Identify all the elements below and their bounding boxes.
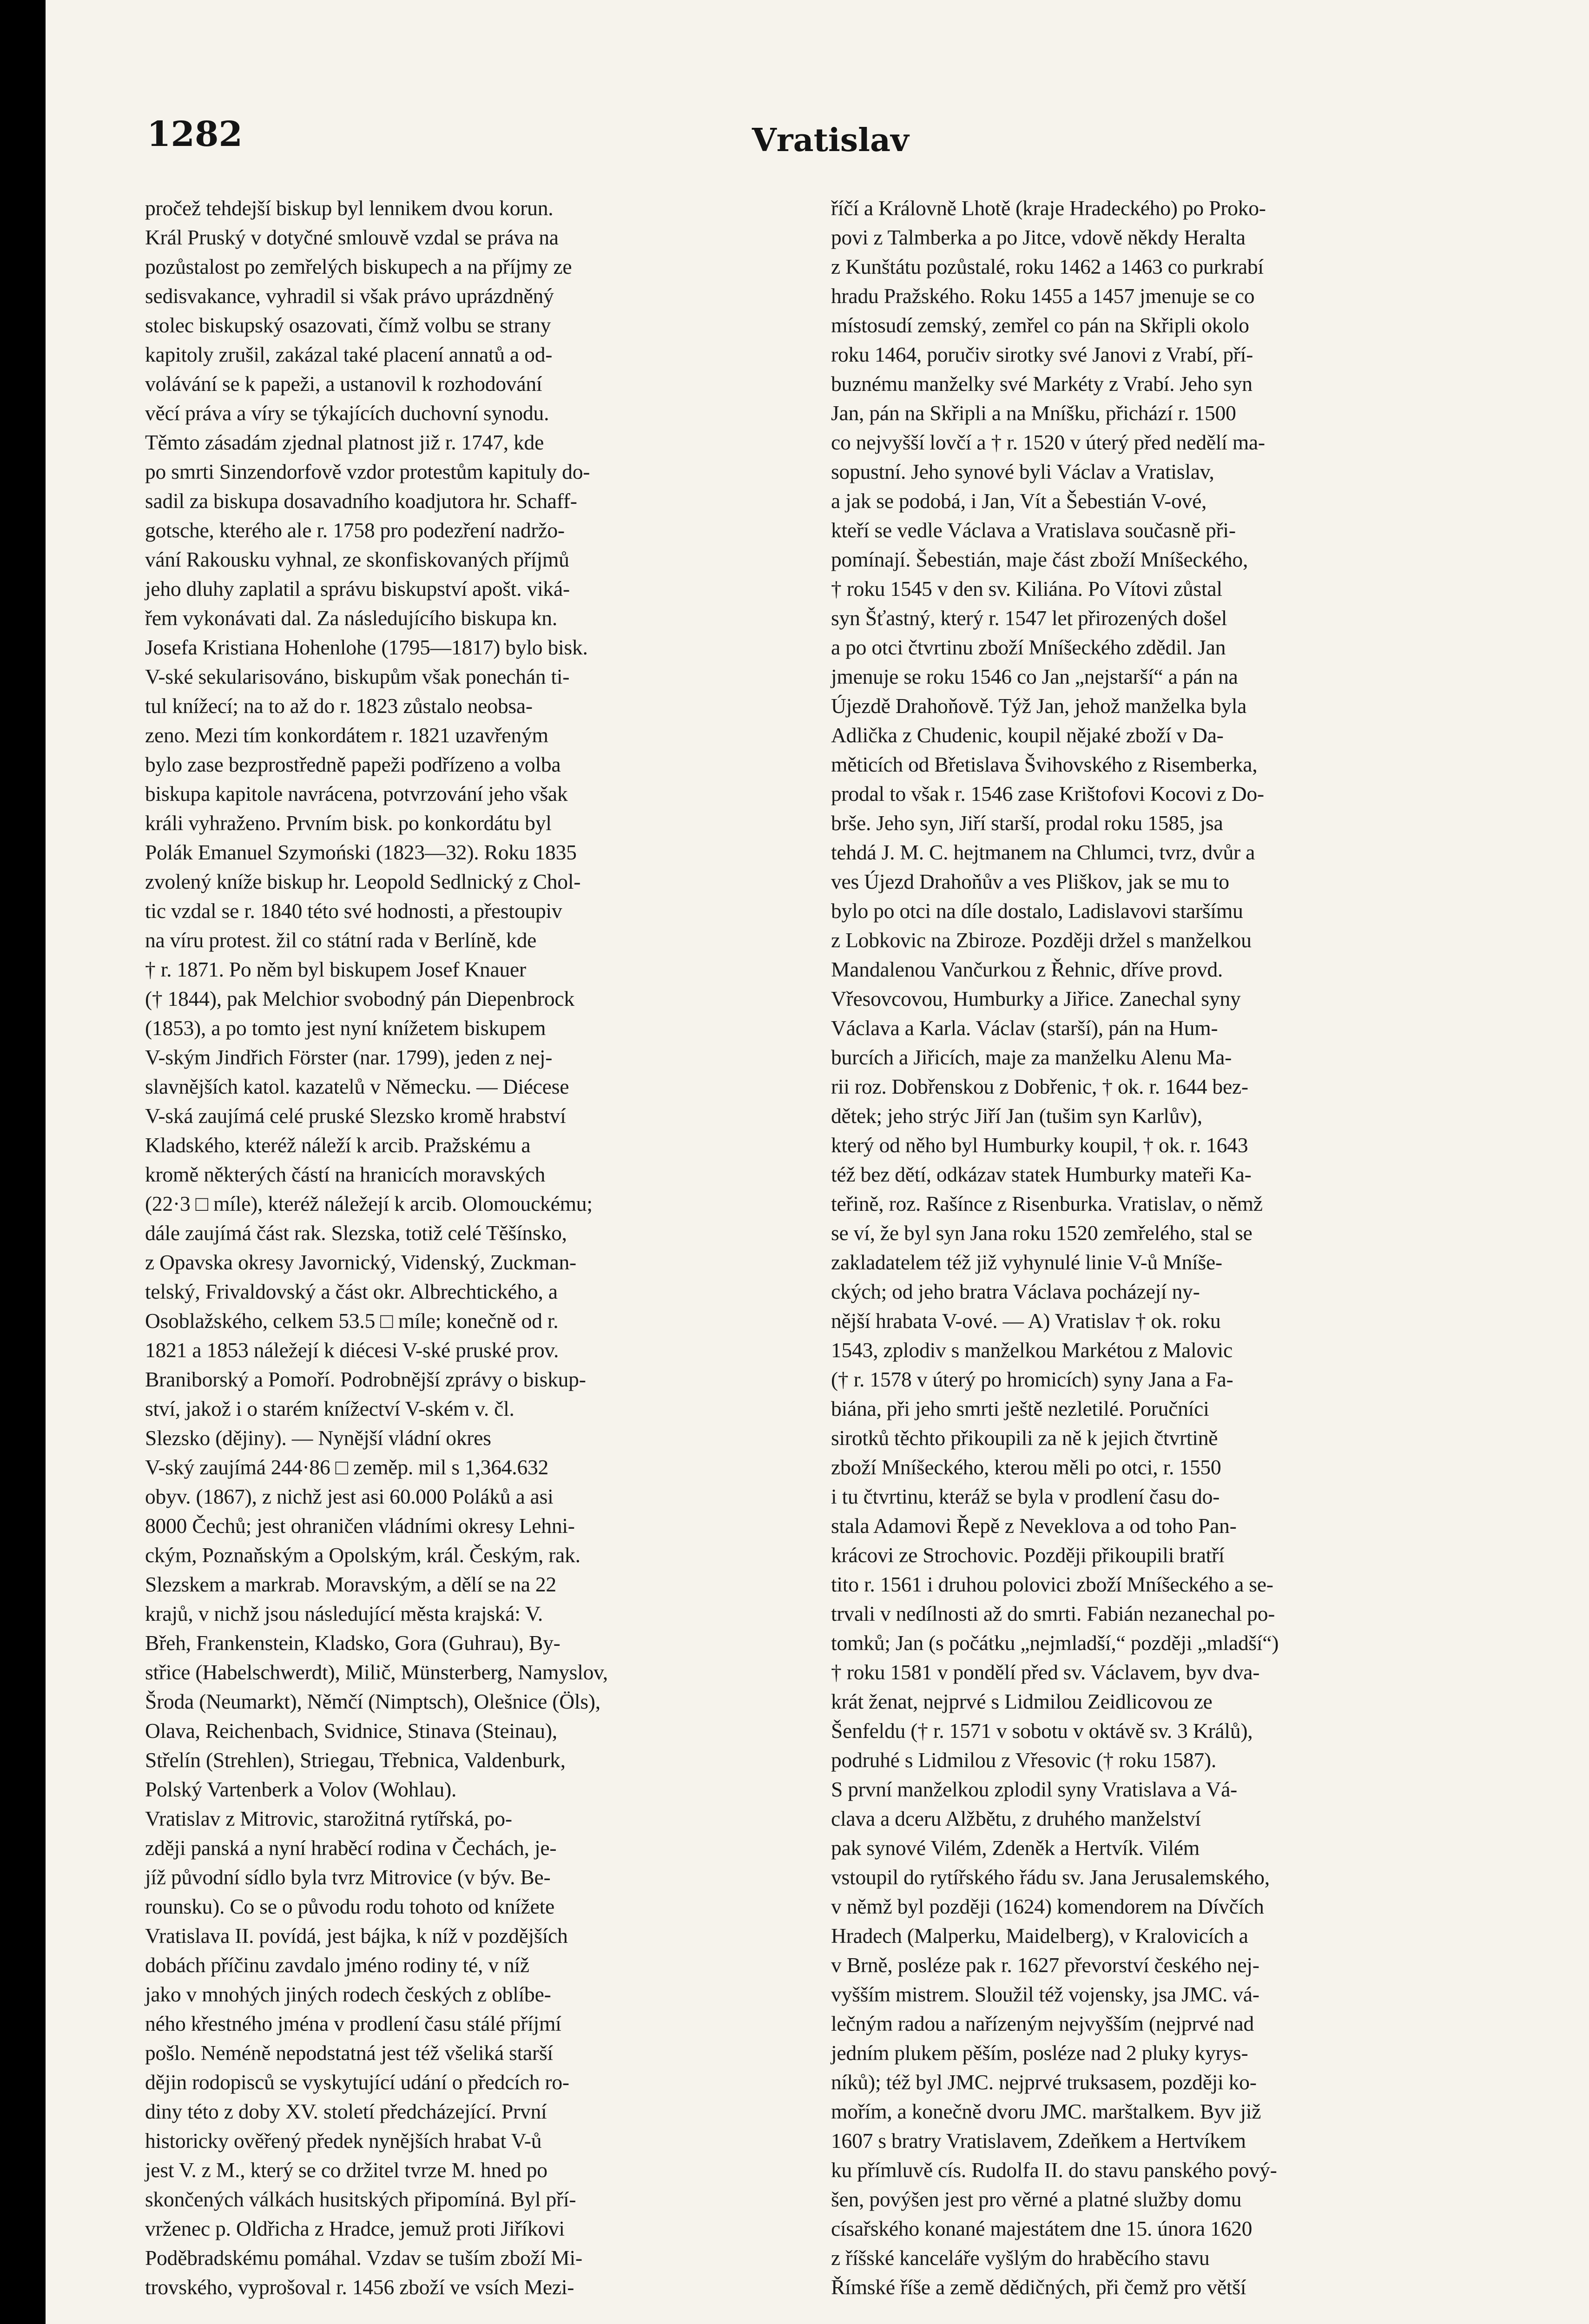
running-head-title: Vratislav xyxy=(752,122,909,159)
right-text-column xyxy=(831,193,1505,2302)
paragraph-family-history: říčí a Královně Lhotě (kraje Hradeckého) po Proko- povi z Talmberka a po Jitce, vdově někdy Heralta z Kunštátu pozůstalé, roku 1462 a 1463 co purkrabí hradu Pražského. Roku 1455 a 1457 jmenuje se co místosudí zemský, zemřel co pán na Skřipli okolo roku 1464, poručiv sirotky své Janovi z Vrabí, pří- buznému manželky své Markéty z Vrabí. Jeho syn Jan, pán na Skřipli a na Mníšku, přichází r. 1500 co nejvyšší lovčí a † r. 1520 v úterý před nedělí ma- sopustní. Jeho synové byli Václav a Vratislav, a jak se podobá, i Jan, Vít a Šebestián V-ové, kteří se vedle Václava a Vratislava současně při- pomínají. Šebestián, maje část zboží Mníšeckého, † roku 1545 v den sv. Kiliána. Po Vítovi zůstal syn Šťastný, který r. 1547 let přirozených došel a po otci čtvrtinu zboží Mníšeckého zdědil. Jan jmenuje se roku 1546 co Jan „nejstarší“ a pán na Újezdě Drahoňově. Týž Jan, jehož manželka byla Adlička z Chudenic, koupil nějaké zboží v Da- měticích od Břetislava Švihovského z Risemberka, prodal to však r. 1546 zase Krištofovi Kocovi z Do- brše. Jeho syn, Jiří starší, prodal roku 1585, jsa tehdá J. M. C. hejtmanem na Chlumci, tvrz, dvůr a ves Újezd Drahoňův a ves Pliškov, jak se mu to bylo po otci na díle dostalo, Ladislavovi staršímu z Lobkovic na Zbiroze. Později držel s manželkou Mandalenou Vančurkou z Řehnic, dříve provd. Vřesovcovou, Humburky a Jiřice. Zanechal syny Václava a Karla. Václav (starší), pán na Hum- burcích a Jiřicích, maje za manželku Alenu Ma- rii roz. Dobřenskou z Dobřenic, † ok. r. 1644 bez- dětek; jeho strýc Jiří Jan (tušim syn Karlův), který od něho byl Humburky koupil, † ok. r. 1643 též bez dětí, odkázav statek Humburky mateři Ka- teřině, roz. Rašínce z Risenburka. Vratislav, o němž se ví, že byl syn Jana roku 1520 zemřelého, stal se zakladatelem též již vyhynulé linie V-ů Mníše- ckých; od jeho bratra Václava pocházejí ny- nější hrabata V-ové. — A) Vratislav † ok. roku 1543, zplodiv s manželkou Markétou z Malovic († r. 1578 v úterý po hromicích) syny Jana a Fa- biána, při jeho smrti ještě nezletilé. Poručníci sirotků těchto přikoupili za ně k jejich čtvrtině zboží Mníšeckého, kterou měli po otci, r. 1550 i tu čtvrtinu, kteráž se byla v prodlení času do- stala Adamovi Řepě z Neveklova a od toho Pan- krácovi ze Strochovic. Později přikoupili bratří tito r. 1561 i druhou polovici zboží Mníšeckého a se- trvali v nedílnosti až do smrti. Fabián nezanechal po- tomků; Jan (s počátku „nejmladší,“ později „mladší“) † roku 1581 v pondělí před sv. Václavem, byv dva- krát ženat, nejprvé s Lidmilou Zeidlicovou ze Šenfeldu († r. 1571 v sobotu v oktávě sv. 3 Králů), podruhé s Lidmilou z Vřesovic († roku 1587). S první manželkou zplodil syny Vratislava a Vá- clava a dceru Alžbětu, z druhého manželství pak synové Vilém, Zdeněk a Hertvík. Vilém vstoupil do rytířského řádu sv. Jana Jerusalemského, v němž byl později (1624) komendorem na Dívčích Hradech (Malperku, Maidelberg), v Kralovicích a v Brně, posléze pak r. 1627 převorství českého nej- vyšším mistrem. Sloužil též vojensky, jsa JMC. vá- lečným radou a nařízeným nejvyšším (nejprvé nad jedním plukem pěším, posléze nad 2 pluky kyrys- níků); též byl JMC. nejprvé truksasem, později ko- mořím, a konečně dvoru JMC. marštalkem. Byv již 1607 s bratry Vratislavem, Zdeňkem a Hertvíkem ku přímluvě cís. Rudolfa II. do stavu panského pový- šen, povýšen jest pro věrné a platné služby domu císařského konané majestátem dne 15. února 1620 z říšské kanceláře vyšlým do hraběcího stavu Římské říše a země dědičných, při čemž pro větší xyxy=(831,196,1279,2299)
paragraph-vratislav-z-mitrovic: Vratislav z Mitrovic, starožitná rytířská, po- zději panská a nyní hraběcí rodina v Čechách, je- jíž původní sídlo byla tvrz Mitrovice (v býv. Be- rounsku). Co se o původu rodu tohoto od knížete Vratislava II. povídá, jest bájka, k níž v pozdějších dobách příčinu zavdalo jméno rodiny té, v níž jako v mnohých jiných rodech českých z oblíbe- ného křestného jména v prodlení času stálé příjmí pošlo. Neméně nepodstatná jest též všeliká starší dějin rodopisců se vyskytující udání o předcích ro- diny této z doby XV. století předcházející. První historicky ověřený předek nynějších hrabat V-ů jest V. z M., který se co držitel tvrze M. hned po skončených válkách husitských připomíná. Byl pří- vrženec p. Oldřicha z Hradce, jemuž proti Jiříkovi Poděbradskému pomáhal. Vzdav se tuším zboží Mi- trovského, vyprošoval r. 1456 zboží ve vsích Mezi- xyxy=(145,1807,582,2299)
page-number: 1282 xyxy=(147,114,243,154)
encyclopedia-page xyxy=(46,0,1589,2324)
left-text-column xyxy=(145,193,819,2302)
paragraph-bishopric-continued: pročež tehdejší biskup byl lennikem dvou korun. Král Pruský v dotyčné smlouvě vzdal se práva na pozůstalost po zemřelých biskupech a na příjmy ze sedisvakance, vyhradil si však právo uprázdněný stolec biskupský osazovati, čímž volbu se strany kapitoly zrušil, zakázal také placení annatů a od- volávání se k papeži, a ustanovil k rozhodování věcí práva a víry se týkajících duchovní synodu. Těmto zásadám zjednal platnost již r. 1747, kde po smrti Sinzendorfově vzdor protestům kapituly do- sadil za biskupa dosavadního koadjutora hr. Schaff- gotsche, kterého ale r. 1758 pro podezření nadržo- vání Rakousku vyhnal, ze skonfiskovaných příjmů jeho dluhy zaplatil a správu biskupství apošt. viká- řem vykonávati dal. Za následujícího biskupa kn. Josefa Kristiana Hohenlohe (1795—1817) bylo bisk. V-ské sekularisováno, biskupům však ponechán ti- tul knížecí; na to až do r. 1823 zůstalo neobsa- zeno. Mezi tím konkordátem r. 1821 uzavřeným bylo zase bezprostředně papeži podřízeno a volba biskupa kapitole navrácena, potvrzování jeho však králi vyhraženo. Prvním bisk. po konkordátu byl Polák Emanuel Szymoński (1823—32). Roku 1835 zvolený kníže biskup hr. Leopold Sedlnický z Chol- tic vzdal se r. 1840 této své hodnosti, a přestoupiv na víru protest. žil co státní rada v Berlíně, kde † r. 1871. Po něm byl biskupem Josef Knauer († 1844), pak Melchior svobodný pán Diepenbrock (1853), a po tomto jest nyní knížetem biskupem V-ským Jindřich Förster (nar. 1799), jeden z nej- slavnějších katol. kazatelů v Německu. — Diécese V-ská zaujímá celé pruské Slezsko kromě hrabství Kladského, kteréž náleží k arcib. Pražskému a kromě některých částí na hranicích moravských (22·3 □ míle), kteréž náležejí k arcib. Olomouckému; dále zaujímá část rak. Slezska, totiž celé Těšínsko, z Opavska okresy Javornický, Videnský, Zuckman- telský, Frivaldovský a část okr. Albrechtického, a Osoblažského, celkem 53.5 □ míle; konečně od r. 1821 a 1853 náležejí k diécesi V-ské pruské prov. Braniborský a Pomoří. Podrobnější zprávy o biskup- ství, jakož i o starém knížectví V-ském v. čl. Slezsko (dějiny). — Nynější vládní okres V-ský zaujímá 244·86 □ zeměp. mil s 1,364.632 obyv. (1867), z nichž jest asi 60.000 Poláků a asi 8000 Čechů; jest ohraničen vládními okresy Lehni- ckým, Poznaňským a Opolským, král. Českým, rak. Slezskem a markrab. Moravským, a dělí se na 22 krajů, v nichž jsou následující města krajská: V. Břeh, Frankenstein, Kladsko, Gora (Guhrau), By- střice (Habelschwerdt), Milič, Münsterberg, Namyslov, Šroda (Neumarkt), Němčí (Nimptsch), Olešnice (Öls), Olava, Reichenbach, Svidnice, Stinava (Steinau), Střelín (Strehlen), Striegau, Třebnica, Valdenburk, Polský Vartenberk a Volov (Wohlau). xyxy=(145,196,608,1801)
